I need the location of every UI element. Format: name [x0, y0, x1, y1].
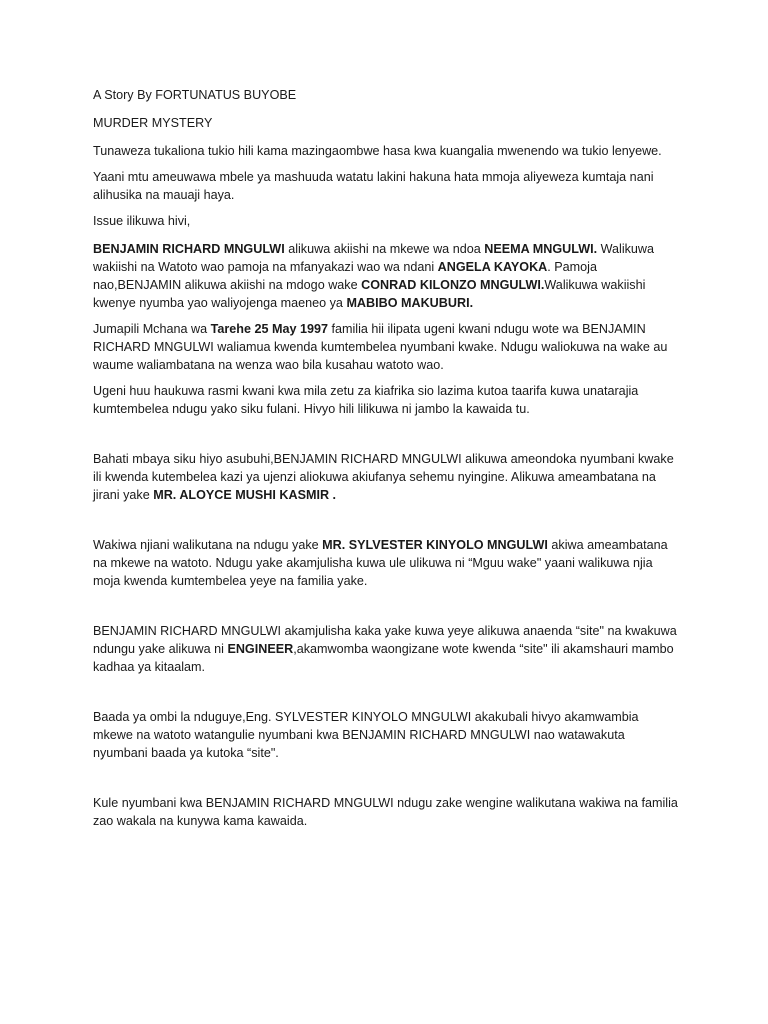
- text-run: Ugeni huu haukuwa rasmi kwani kwa mila zetu za kiafrika sio lazima kutoa taarifa kuwa unatarajia kumtembelea ndugu yako siku fulani. Hivyo hili lilikuwa ni jambo la kawaida tu.: [93, 384, 639, 416]
- paragraph: [93, 240, 678, 312]
- text-run: alikuwa akiishi na mkewe wa ndoa: [284, 242, 485, 256]
- text-run: Wakiwa njiani walikutana na ndugu yake: [93, 538, 323, 552]
- text-run: akiwa ameambatana na mkewe na watoto. Ndugu yake akamjulisha kuwa ule ulikuwa ni “Mguu wake" yaani walikuwa njia moja kwenda kumtembelea yeye na familia yake.: [93, 538, 668, 588]
- paragraph: [93, 320, 678, 374]
- bold-run: MABIBO MAKUBURI.: [346, 296, 474, 310]
- text-run: Yaani mtu ameuwawa mbele ya mashuuda watatu lakini hakuna hata mmoja aliyeweza kumtaja nani alihusika na mauaji haya.: [93, 170, 654, 202]
- paragraph: [93, 168, 678, 204]
- text-run: . Pamoja nao,BENJAMIN alikuwa akiishi na mdogo wake: [93, 260, 597, 292]
- text-run: Bahati mbaya siku hiyo asubuhi,BENJAMIN RICHARD MNGULWI alikuwa ameondoka nyumbani kwake ili kwenda kutembelea kazi ya ujenzi aliokuwa akiufanya sehemu nyingine. Alikuwa ameambatana na jirani yake: [93, 452, 674, 502]
- paragraph: [93, 794, 678, 830]
- bold-run: ANGELA KAYOKA: [437, 260, 548, 274]
- text-run: Kule nyumbani kwa BENJAMIN RICHARD MNGULWI ndugu zake wengine walikutana wakiwa na familia zao wakala na kunywa kama kawaida.: [93, 796, 678, 828]
- paragraph: [93, 708, 678, 762]
- text-run: Walikuwa wakiishi na Watoto wao pamoja na mfanyakazi wao wa ndani: [93, 242, 655, 274]
- paragraph: [93, 450, 678, 504]
- paragraph: [93, 536, 678, 590]
- bold-run: MR. ALOYCE MUSHI KASMIR .: [153, 488, 337, 502]
- paragraph: [93, 212, 678, 230]
- story-title: MURDER MYSTERY: [93, 116, 213, 130]
- bold-run: NEEMA MNGULWI.: [484, 242, 598, 256]
- text-run: Baada ya ombi la nduguye,Eng. SYLVESTER KINYOLO MNGULWI akakubali hivyo akamwambia mkewe na watoto watangulie nyumbani kwa BENJAMIN RICHARD MNGULWI nao watawakuta nyumbani baada ya kutoka “site".: [93, 710, 639, 760]
- text-run: ,akamwomba waongizane wote kwenda “site" ili akamshauri mambo kadhaa ya kitaalam.: [93, 642, 674, 674]
- bold-run: MR. SYLVESTER KINYOLO MNGULWI: [322, 538, 548, 552]
- paragraph: [93, 142, 678, 160]
- bold-run: CONRAD KILONZO MNGULWI.: [361, 278, 545, 292]
- text-run: BENJAMIN RICHARD MNGULWI akamjulisha kaka yake kuwa yeye alikuwa anaenda “site" na kwakuwa ndungu yake alikuwa ni: [93, 624, 677, 656]
- bold-run: ENGINEER: [227, 642, 294, 656]
- byline: A Story By FORTUNATUS BUYOBE: [93, 88, 297, 102]
- paragraph: [93, 622, 678, 676]
- document-body: [93, 86, 678, 838]
- paragraph: [93, 382, 678, 418]
- text-run: Issue ilikuwa hivi,: [93, 214, 191, 228]
- text-run: Tunaweza tukaliona tukio hili kama mazingaombwe hasa kwa kuangalia mwenendo wa tukio lenyewe.: [93, 144, 662, 158]
- text-run: familia hii ilipata ugeni kwani ndugu wote wa BENJAMIN RICHARD MNGULWI waliamua kwenda kumtembelea nyumbani kwake. Ndugu waliokuwa na wake au waume waliambatana na wenza wao bila kusahau watoto wao.: [93, 322, 668, 372]
- bold-run: BENJAMIN RICHARD MNGULWI: [93, 242, 285, 256]
- text-run: Jumapili Mchana wa: [93, 322, 211, 336]
- bold-run: Tarehe 25 May 1997: [210, 322, 328, 336]
- text-run: Walikuwa wakiishi kwenye nyumba yao waliyojenga maeneo ya: [93, 278, 646, 310]
